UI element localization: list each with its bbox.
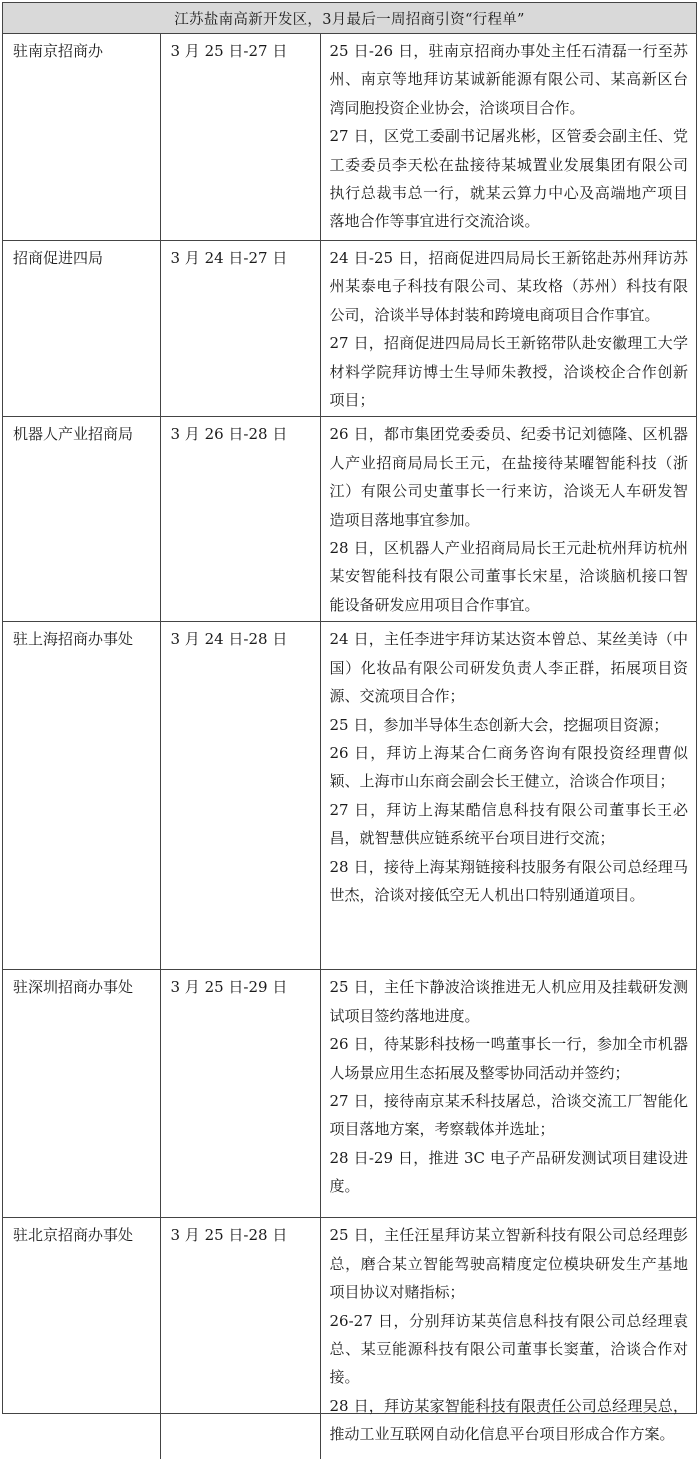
department-cell: 驻北京招商办事处 <box>3 1218 160 1459</box>
date-range-cell: 3 月 25 日-29 日 <box>160 970 320 1218</box>
activity-entry: 25 日，主任汪星拜访某立智新科技有限公司总经理彭总，磨合某立智能驾驶高精度定位模块研发生产基地项目协议对赌指标； <box>329 1226 688 1302</box>
date-range-cell: 3 月 24 日-27 日 <box>160 241 320 417</box>
activity-details-cell <box>320 970 696 1218</box>
table-row <box>3 34 696 241</box>
table-row <box>3 622 696 970</box>
activity-entry: 26 日，拜访上海某合仁商务咨询有限投资经理曹似颖、上海市山东商会副会长王健立，洽谈合作项目； <box>329 743 688 791</box>
itinerary-table <box>2 2 697 1444</box>
activity-details-cell <box>320 622 696 970</box>
activity-entry: 24 日-25 日，招商促进四局局长王新铭赴苏州拜访苏州某泰电子科技有限公司、某玫格（苏州）科技有限公司，洽谈半导体封装和跨境电商项目合作事宜。 <box>329 249 688 324</box>
activity-entry: 27 日，接待南京某禾科技屠总，洽谈交流工厂智能化项目落地方案，考察载体并选址； <box>329 1091 688 1139</box>
department-cell: 驻南京招商办 <box>13 42 104 60</box>
activity-entry: 27 日，拜访上海某酷信息科技有限公司董事长王必昌，就智慧供应链系统平台项目进行交流； <box>329 800 688 848</box>
itinerary-grid <box>3 34 696 1459</box>
date-range-cell: 3 月 25 日-28 日 <box>160 1218 320 1459</box>
activity-entry: 26-27 日，分别拜访某英信息科技有限公司总经理袁总、某豆能源科技有限公司董事长窦董，洽谈合作对接。 <box>329 1311 688 1387</box>
activity-details-cell <box>320 417 696 622</box>
activity-details-cell <box>320 241 696 417</box>
activity-entry: 25 日，参加半导体生态创新大会，挖掘项目资源； <box>329 715 669 734</box>
date-range-cell: 3 月 24 日-28 日 <box>160 622 320 970</box>
activity-entry: 24 日，主任李进宇拜访某达资本曾总、某丝美诗（中国）化妆品有限公司研发负责人李正群，拓展项目资源、交流项目合作； <box>329 630 688 706</box>
activity-entry: 27 日，招商促进四局局长王新铭带队赴安徽理工大学材料学院拜访博士生导师朱教授，洽谈校企合作创新项目； <box>329 334 688 410</box>
activity-entry: 26 日，待某影科技杨一鸣董事长一行，参加全市机器人场景应用生态拓展及整零协同活动并签约； <box>329 1035 688 1082</box>
activity-details-cell <box>320 34 696 241</box>
department-cell: 招商促进四局 <box>3 241 160 417</box>
activity-entry: 25 日-26 日，驻南京招商办事处主任石清磊一行至苏州、南京等地拜访某诚新能源有限公司、某高新区台湾同胞投资企业协会，洽谈项目合作。 <box>329 42 688 117</box>
activity-details-cell <box>320 1218 696 1459</box>
table-title: 江苏盐南高新开发区，3月最后一周招商引资“行程单” <box>3 3 696 34</box>
date-range-cell: 3 月 25 日-27 日 <box>160 34 320 241</box>
activity-entry: 28 日，拜访某家智能科技有限责任公司总经理吴总，推动工业互联网自动化信息平台项目形成合作方案。 <box>329 1396 688 1444</box>
table-row <box>3 241 696 417</box>
table-row <box>3 970 696 1218</box>
department-cell: 驻深圳招商办事处 <box>3 970 160 1218</box>
department-cell: 机器人产业招商局 <box>3 417 160 622</box>
activity-entry: 28 日，接待上海某翔链接科技服务有限公司总经理马世杰，洽谈对接低空无人机出口特别通道项目。 <box>329 857 688 904</box>
activity-entry: 28 日-29 日，推进 3C 电子产品研发测试项目建设进度。 <box>329 1148 688 1196</box>
activity-entry: 25 日，主任卞静波洽谈推进无人机应用及挂载研发测试项目签约落地进度。 <box>329 978 688 1025</box>
table-row <box>3 1218 696 1459</box>
date-range-cell: 3 月 26 日-28 日 <box>160 417 320 622</box>
department-cell: 驻上海招商办事处 <box>3 622 160 970</box>
table-row <box>3 417 696 622</box>
activity-entry: 26 日，都市集团党委委员、纪委书记刘德隆、区机器人产业招商局局长王元，在盐接待某曜智能科技（浙江）有限公司史董事长一行来访，洽谈无人车研发智造项目落地事宜参加。 <box>329 425 688 529</box>
activity-entry: 27 日，区党工委副书记屠兆彬，区管委会副主任、党工委委员李天松在盐接待某城置业发展集团有限公司执行总裁韦总一行，就某云算力中心及高端地产项目落地合作等事宜进行交流洽谈。 <box>329 127 688 231</box>
activity-entry: 28 日，区机器人产业招商局局长王元赴杭州拜访杭州某安智能科技有限公司董事长宋星，洽谈脑机接口智能设备研发应用项目合作事宜。 <box>329 539 688 614</box>
